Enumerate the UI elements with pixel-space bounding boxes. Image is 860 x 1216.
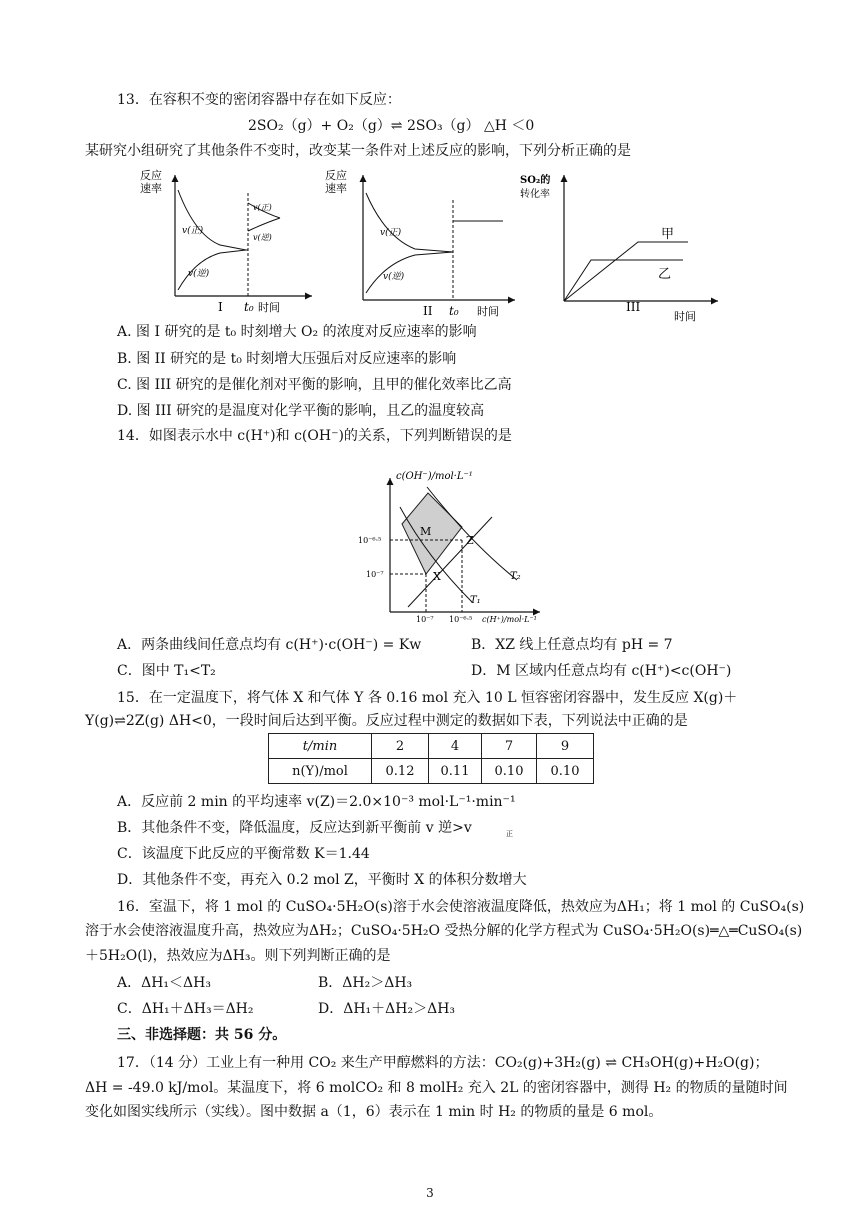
fig1-roman: I [218,300,223,314]
q14-region-m [402,493,462,574]
q14-stem: 14．如图表示水中 c(H⁺)和 c(OH⁻)的关系，下列判断错误的是 [117,428,512,444]
q16-line-1: 16．室温下，将 1 mol 的 CuSO₄·5H₂O(s)溶于水会使溶液温度降低，热效应为ΔH₁；将 1 mol 的 CuSO₄(s) [117,899,805,915]
q15-data-table [268,733,594,784]
q14-y-tick-2: 10⁻⁷ [366,570,384,579]
table-cell: 2 [372,734,429,759]
fig1-xlabel: 时间 [258,301,280,314]
q14-option-a: A．两条曲线间任意点均有 c(H⁺)·c(OH⁻) = Kw [117,637,422,653]
q13-stem: 13．在容积不变的密闭容器中存在如下反应： [117,92,401,108]
fig2-t0: t₀ [449,304,459,318]
table-row [269,759,594,784]
q15-line-2: Y(g)⇌2Z(g) ΔH<0，一段时间后达到平衡。反应过程中测定的数据如下表，下列说法中正确的是 [85,713,688,729]
q14-label-x: X [433,570,441,583]
q15-subscript-zheng: 正 [506,830,513,838]
table-cell: 0.10 [482,759,537,784]
fig3-yi-label: 乙 [658,267,672,282]
fig3-roman: III [626,300,641,314]
q13-equation: 2SO₂（g）+ O₂（g）⇌ 2SO₃（g） △H ＜0 [248,118,535,134]
fig2-v-rev-curve [366,252,453,293]
q15-option-a: A．反应前 2 min 的平均速率 v(Z)＝2.0×10⁻³ mol·L⁻¹·min⁻¹ [117,794,516,810]
fig1-v-fwd-label-2: v(正) [182,226,204,236]
fig1-ylabel-1: 反应 [140,169,162,182]
q14-label-m: M [420,525,432,538]
section-heading: 三、非选择题：共 56 分。 [117,1027,287,1043]
q17-line-2: ΔH = -49.0 kJ/mol。某温度下，将 6 molCO₂ 和 8 molH₂ 充入 2L 的密闭容器中，测得 H₂ 的物质的量随时间 [85,1080,788,1096]
q15-line-1: 15．在一定温度下，将气体 X 和气体 Y 各 0.16 mol 充入 10 L 恒容密闭容器中，发生反应 X(g)＋ [117,690,738,706]
fig2-v-fwd-label: v(正) [380,228,402,238]
fig2-ylabel-2: 速率 [325,182,347,195]
fig2-roman: II [423,304,433,318]
fig3-xlabel: 时间 [674,310,696,323]
q17-line-1: 17．（14 分）工业上有一种用 CO₂ 来生产甲醇燃料的方法：CO₂(g)+3H₂(g) ⇌ CH₃OH(g)+H₂O(g)； [117,1055,769,1071]
table-cell: 7 [482,734,537,759]
q14-y-tick-1: 10⁻⁶·⁵ [358,536,382,545]
q16-option-d: D．ΔH₁＋ΔH₂＞ΔH₃ [318,1001,456,1017]
q17-line-3: 变化如图实线所示（实线）。图中数据 a（1，6）表示在 1 min 时 H₂ 的物质的量是 6 mol。 [85,1104,663,1120]
table-cell: 0.11 [429,759,482,784]
q13-figure-3 [518,165,723,325]
fig3-ylabel-2: 转化率 [520,189,550,200]
q16-line-3: ＋5H₂O(l)，热效应为ΔH₃。则下列判断正确的是 [85,948,391,964]
fig2-xlabel: 时间 [477,305,499,318]
fig1-ylabel-2: 速率 [140,182,162,195]
q15-option-b: B．其他条件不变，降低温度，反应达到新平衡前 v 逆>v [117,820,472,836]
q14-label-z: Z [466,534,474,547]
q14-x-tick-1: 10⁻⁷ [416,615,434,624]
q14-label-t2: T₂ [510,571,521,582]
q16-option-b: B．ΔH₂＞ΔH₃ [318,975,413,991]
table-cell: t/min [269,734,372,759]
page-number: 3 [426,1186,434,1200]
fig1-t0: t₀ [244,300,254,314]
table-cell: 0.10 [537,759,594,784]
q14-label-t1: T₁ [470,595,481,606]
q14-option-d: D．M 区域内任意点均有 c(H⁺)<c(OH⁻) [471,663,732,679]
fig1-v-rev-label: v(逆) [253,233,272,242]
fig1-v-rev-new [248,218,280,231]
q14-ylabel: c(OH⁻)/mol·L⁻¹ [396,471,473,482]
fig1-v-fwd-curve [178,190,246,250]
q16-option-a: A．ΔH₁＜ΔH₃ [117,975,211,991]
q14-option-c: C．图中 T₁<T₂ [117,663,216,679]
q14-xlabel: c(H⁺)/mol·L⁻¹ [482,615,537,624]
q13-figure-2 [325,165,520,320]
fig3-jia-label: 甲 [661,227,675,242]
q13-option-c: C. 图 III 研究的是催化剂对平衡的影响，且甲的催化效率比乙高 [117,377,512,393]
q16-option-c: C．ΔH₁＋ΔH₃＝ΔH₂ [117,1001,254,1017]
q13-description: 某研究小组研究了其他条件不变时，改变某一条件对上述反应的影响，下列分析正确的是 [85,143,631,159]
fig2-ylabel-1: 反应 [325,169,347,182]
table-cell: n(Y)/mol [269,759,372,784]
table-cell: 0.12 [372,759,429,784]
q14-figure [352,462,582,632]
table-cell: 9 [537,734,594,759]
q14-option-b: B．XZ 线上任意点均有 pH = 7 [471,637,673,653]
q15-option-d: D．其他条件不变，再充入 0.2 mol Z，平衡时 X 的体积分数增大 [117,872,527,888]
table-row [269,734,594,759]
fig2-v-fwd-curve [366,193,453,252]
q16-line-2: 溶于水会使溶液温度升高，热效应为ΔH₂；CuSO₄·5H₂O 受热分解的化学方程式为 CuSO₄·5H₂O(s)═△═CuSO₄(s) [85,923,803,939]
q13-option-d: D. 图 III 研究的是温度对化学平衡的影响，且乙的温度较高 [117,403,485,419]
fig1-v-fwd-label: v(正) [253,203,272,212]
fig2-v-rev-label: v(逆) [383,272,405,282]
q13-figure-1 [140,165,320,315]
q13-option-a: A. 图 I 研究的是 t₀ 时刻增大 O₂ 的浓度对反应速率的影响 [117,324,477,340]
table-cell: 4 [429,734,482,759]
q14-x-tick-2: 10⁻⁶·⁵ [449,615,473,624]
fig3-ylabel-1: SO₂的 [520,175,551,186]
q13-option-b: B. 图 II 研究的是 t₀ 时刻增大压强后对反应速率的影响 [117,351,457,367]
fig1-v-rev-label-2: v(逆) [188,269,210,279]
q15-option-c: C．该温度下此反应的平衡常数 K＝1.44 [117,846,370,862]
